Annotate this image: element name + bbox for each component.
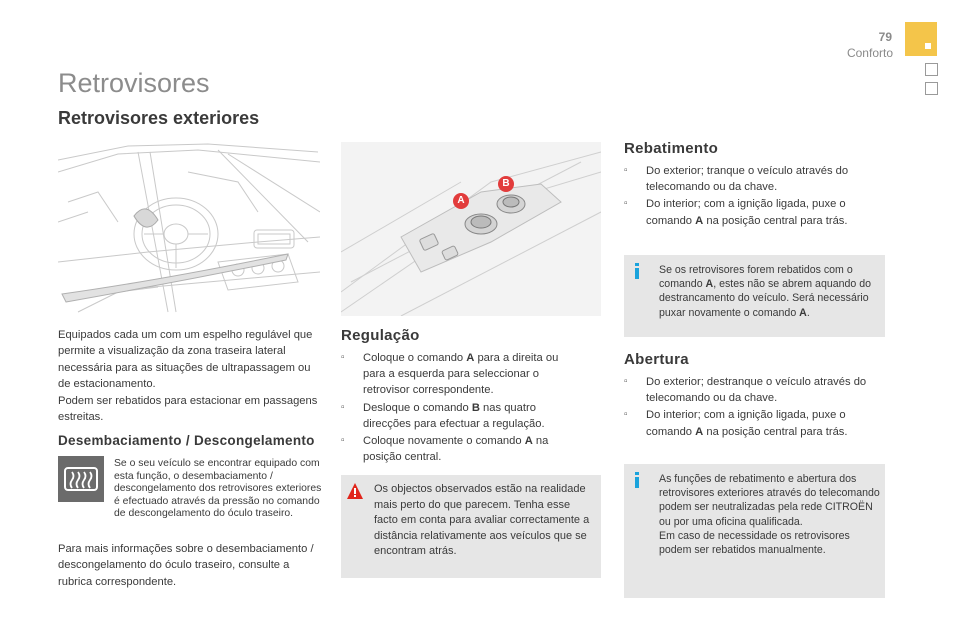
bullet-icon: ▫ — [624, 376, 628, 387]
list-item: ▫ Do interior; com a ignição ligada, puxe o comando A na posição central para trás. — [624, 409, 848, 438]
list-item: ▫ Coloque o comando A para a direita ou para a esquerda para seleccionar o retrovisor correspondente. — [341, 352, 559, 397]
chapter-tab-3[interactable] — [925, 82, 938, 95]
bullet-icon: ▫ — [341, 435, 345, 447]
warning-icon — [347, 483, 363, 506]
defrost-more-info: Para mais informações sobre o desembaciamento / descongelamento do óculo traseiro, consulte a rubrica correspondente. — [58, 543, 314, 588]
rear-defrost-icon — [58, 456, 104, 502]
bullet-icon: ▫ — [341, 352, 345, 363]
info-icon — [630, 472, 644, 493]
abertura-list — [624, 374, 884, 441]
car-interior-illustration — [58, 142, 320, 316]
section-title: Retrovisores exteriores — [58, 108, 260, 128]
regulacao-heading: Regulação — [341, 327, 420, 344]
bullet-icon: ▫ — [624, 165, 628, 176]
abertura-heading: Abertura — [624, 351, 689, 368]
tab-marker-icon — [925, 43, 931, 49]
chapter-tab-active[interactable] — [905, 22, 937, 56]
defrost-heading: Desembaciamento / Descongelamento — [58, 433, 315, 448]
page-title: Retrovisores — [58, 68, 210, 98]
warning-box — [341, 475, 601, 578]
chapter-tab-2[interactable] — [925, 63, 938, 76]
rebatimento-list — [624, 163, 884, 230]
page-number: 79 — [878, 30, 892, 44]
intro-text-2: Podem ser rebatidos para estacionar em passagens estreitas. — [58, 394, 318, 424]
list-item: ▫ Desloque o comando B nas quatro direcções para efectuar a regulação. — [341, 401, 545, 430]
callout-b: B — [498, 176, 514, 192]
info-text-rebatimento: Se os retrovisores forem rebatidos com o comando A, estes não se abrem aquando do destrancamento do veículo. Será necessário puxar novamente o comando A. — [659, 264, 872, 319]
callout-a: A — [453, 193, 469, 209]
rebatimento-heading: Rebatimento — [624, 140, 719, 157]
defrost-text: Se o seu veículo se encontrar equipado com esta função, o desembaciamento / descongelamento dos retrovisores exteriores é efectuado através da pressão no comando de descongelamento do óculo traseiro. — [114, 458, 322, 520]
list-item: ▫ Coloque novamente o comando A na posição central. — [341, 435, 549, 464]
bullet-icon: ▫ — [624, 198, 628, 210]
bullet-icon: ▫ — [624, 409, 628, 421]
regulacao-list — [341, 350, 577, 466]
list-item: ▫ Do interior; com a ignição ligada, puxe o comando A na posição central para trás. — [624, 198, 848, 227]
info-icon — [630, 263, 644, 284]
bullet-icon: ▫ — [341, 401, 345, 413]
mirror-control-illustration — [341, 142, 601, 316]
intro-paragraph — [58, 327, 320, 425]
warning-text: Os objectos observados estão na realidade mais perto do que parecem. Tenha esse facto em conta para avaliar correctamente a distância relativamente aos veículos que se encontram atrás. — [374, 483, 590, 558]
list-item: ▫ Do exterior; destranque o veículo através do telecomando ou da chave. — [624, 376, 867, 405]
info-text-abertura: As funções de rebatimento e abertura dos retrovisores exteriores através do telecomando podem ser neutralizadas pela rede CITROËN ou por uma oficina qualificada. Em caso de necessidade os retrovisores podem ser rebatidos manualmente. — [659, 473, 880, 557]
chapter-name: Conforto — [846, 46, 893, 60]
info-box-rebatimento — [624, 255, 885, 337]
intro-text-1: Equipados cada um com um espelho regulável que permite a visualização da zona traseira lateral necessária para as situações de ultrapassagem ou de estacionamento. — [58, 329, 313, 391]
list-item: ▫ Do exterior; tranque o veículo através do telecomando ou da chave. — [624, 165, 849, 194]
info-box-abertura — [624, 464, 885, 598]
